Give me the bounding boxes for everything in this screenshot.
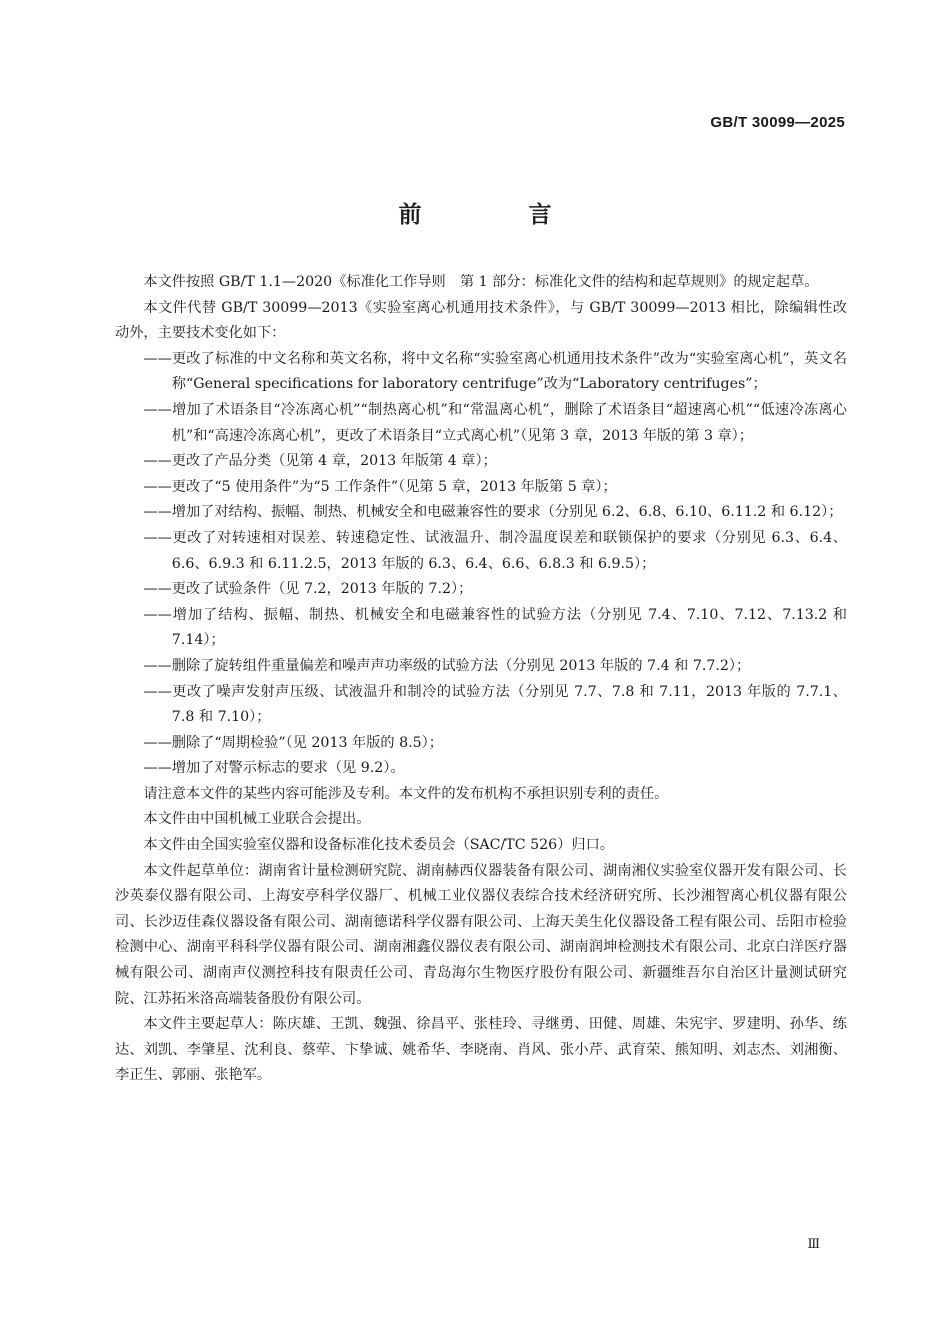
list-item: ——删除了“周期检验”（见 2013 年版的 8.5）； [143,734,443,751]
list-item: ——更改了标准的中文名称和英文名称，将中文名称“实验室离心机通用技术条件”改为“实验室离心机”，英文名称“General specifications for laboratory centrifuge”改为“Laboratory centrifuges”； [143,350,847,393]
paragraph-drafting-units: 本文件起草单位：湖南省计量检测研究院、湖南赫西仪器装备有限公司、湖南湘仪实验室仪器开发有限公司、长沙英泰仪器有限公司、上海安亭科学仪器厂、机械工业仪器仪表综合技术经济研究所、长沙湘智离心机仪器有限公司、长沙迈佳森仪器设备有限公司、湖南德诺科学仪器有限公司、上海天美生化仪器设备工程有限公司、岳阳市检验检测中心、湖南平科科学仪器有限公司、湖南湘鑫仪器仪表有限公司、湖南润坤检测技术有限公司、北京白洋医疗器械有限公司、湖南声仪测控科技有限责任公司、青岛海尔生物医疗股份有限公司、新疆维吾尔自治区计量测试研究院、江苏拓米洛高端装备股份有限公司。 [115,862,847,1007]
list-item: ——删除了旋转组件重量偏差和噪声声功率级的试验方法（分别见 2013 年版的 7.4 和 7.7.2）； [143,657,751,674]
list-item: ——更改了对转速相对误差、转速稳定性、试液温升、制冷温度误差和联锁保护的要求（分别见 6.3、6.4、6.6、6.9.3 和 6.11.2.5，2013 年版的 6.3、6.4、6.6、6.8.3 和 6.9.5）； [143,529,847,572]
list-item: ——增加了术语条目“冷冻离心机”“制热离心机”和“常温离心机”，删除了术语条目“超速离心机”“低速冷冻离心机”和“高速冷冻离心机”，更改了术语条目“立式离心机”（见第 3 章，2013 年版的第 3 章）； [143,401,847,444]
paragraph-drafting-rules: 本文件按照 GB/T 1.1—2020《标准化工作导则 第 1 部分：标准化文件的结构和起草规则》的规定起草。 [143,274,819,290]
changes-list [115,347,847,782]
paragraph-committee: 本文件由全国实验室仪器和设备标准化技术委员会（SAC/TC 526）归口。 [143,837,614,854]
paragraph-patent-notice: 请注意本文件的某些内容可能涉及专利。本文件的发布机构不承担识别专利的责任。 [143,785,669,802]
paragraph-replacement: 本文件代替 GB/T 30099—2013《实验室离心机通用技术条件》，与 GB/T 30099—2013 相比，除编辑性改动外，主要技术变化如下： [115,299,847,342]
list-item: ——增加了对警示标志的要求（见 9.2）。 [143,760,405,777]
page-title: 前 言 [398,202,594,228]
list-item: ——更改了噪声发射声压级、试液温升和制冷的试验方法（分别见 7.7、7.8 和 7.11，2013 年版的 7.7.1、7.8 和 7.10）； [143,683,847,726]
list-item: ——更改了产品分类（见第 4 章，2013 年版第 4 章）； [143,453,497,470]
list-item: ——更改了“5 使用条件”为“5 工作条件”（见第 5 章，2013 年版第 5 章）； [143,478,617,495]
list-item: ——增加了结构、振幅、制热、机械安全和电磁兼容性的试验方法（分别见 7.4、7.10、7.12、7.13.2 和 7.14）； [143,606,847,649]
paragraph-drafters: 本文件主要起草人：陈庆雄、王凯、魏强、徐昌平、张桂玲、寻继勇、田健、周雄、朱宪宇、罗建明、孙华、练达、刘凯、李肇星、沈利良、蔡荦、卞挚诚、姚希华、李晓南、肖风、张小芹、武育荣、熊知明、刘志杰、刘湘衡、李正生、郭丽、张艳军。 [115,1016,847,1084]
list-item: ——更改了试验条件（见 7.2，2013 年版的 7.2）； [143,581,473,598]
paragraph-proposer: 本文件由中国机械工业联合会提出。 [143,811,371,828]
foreword-body [115,270,847,1089]
list-item: ——增加了对结构、振幅、制热、机械安全和电磁兼容性的要求（分别见 6.2、6.8、6.10、6.11.2 和 6.12）； [143,504,843,521]
page-number: Ⅲ [807,1237,820,1252]
standard-number: GB/T 30099—2025 [710,114,845,131]
